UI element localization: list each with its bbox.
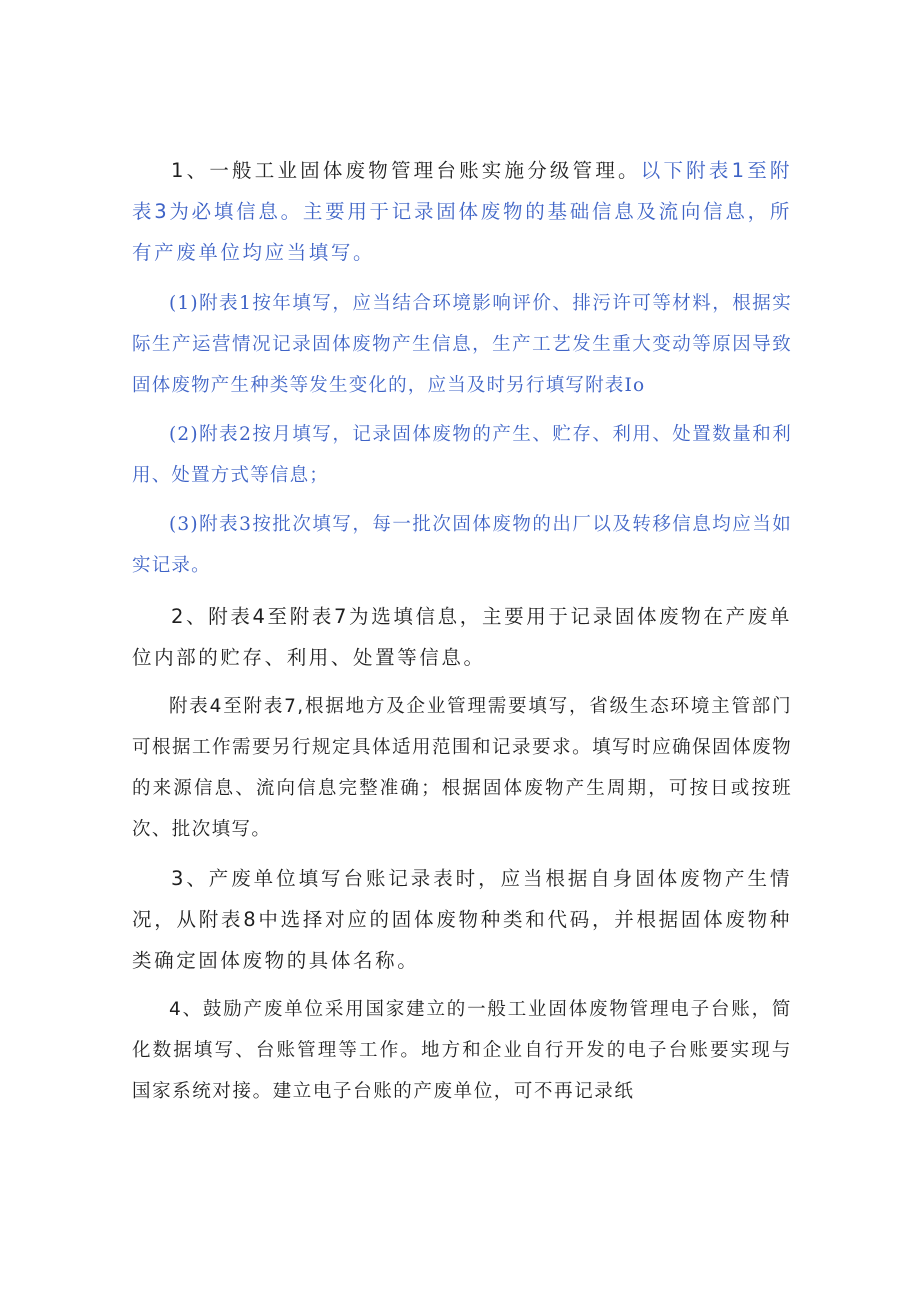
paragraph-4: 4、鼓励产废单位采用国家建立的一般工业固体废物管理电子台账，简化数据填写、台账管理等工作。地方和企业自行开发的电子台账要实现与国家系统对接。建立电子台账的产废单位，可不再记录纸 — [132, 999, 792, 1102]
paragraph-2-detail: 附表4至附表7,根据地方及企业管理需要填写，省级生态环境主管部门可根据工作需要另行规定具体适用范围和记录要求。填写时应确保固体废物的来源信息、流向信息完整准确；根据固体废物产生周期，可按日或按班次、批次填写。 — [132, 696, 792, 840]
document-body — [132, 150, 792, 1112]
paragraph-1 — [132, 150, 792, 273]
paragraph-2: 2、附表4至附表7为选填信息，主要用于记录固体废物在产废单位内部的贮存、利用、处置等信息。 — [132, 605, 792, 669]
sub-item-2: (2)附表2按月填写，记录固体废物的产生、贮存、利用、处置数量和利用、处置方式等信息； — [132, 424, 792, 486]
sub-item-1: (1)附表1按年填写，应当结合环境影响评价、排污许可等材料，根据实际生产运营情况记录固体废物产生信息，生产工艺发生重大变动等原因导致固体废物产生种类等发生变化的，应当及时另行填写附表Io — [132, 293, 792, 396]
sub-item-3: (3)附表3按批次填写，每一批次固体废物的出厂以及转移信息均应当如实记录。 — [132, 514, 792, 576]
paragraph-1-lead: 1、一般工业固体废物管理台账实施分级管理。 — [171, 159, 641, 182]
paragraph-3: 3、产废单位填写台账记录表时，应当根据自身固体废物产生情况，从附表8中选择对应的固体废物种类和代码，并根据固体废物种类确定固体废物的具体名称。 — [132, 867, 792, 972]
paragraph-1-highlight: 以下附表1至附表3为必填信息。主要用于记录固体废物的基础信息及流向信息，所有产废单位均应当填写。 — [132, 159, 792, 264]
